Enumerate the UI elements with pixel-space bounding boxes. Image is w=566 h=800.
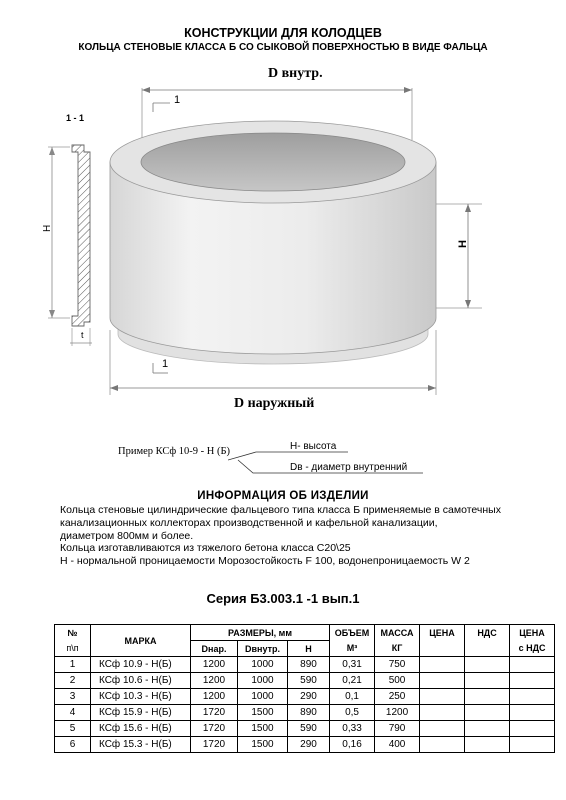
cell-price-vat: [510, 689, 555, 705]
page-title: КОНСТРУКЦИИ ДЛЯ КОЛОДЦЕВ: [184, 26, 382, 40]
section-h-label: H: [42, 224, 53, 232]
header-mass: МАССА: [375, 625, 420, 641]
header-d-outer: Dнар.: [191, 641, 238, 657]
cell-d-outer: 1720: [191, 737, 238, 753]
section-t-label: t: [81, 330, 84, 340]
cell-price: [420, 657, 465, 673]
cell-mass: 400: [375, 737, 420, 753]
info-line: диаметром 800мм и более.: [60, 529, 194, 542]
cell-price-vat: [510, 737, 555, 753]
cell-d-inner: 1500: [238, 721, 288, 737]
cell-price-vat: [510, 657, 555, 673]
header-sizes: РАЗМЕРЫ, мм: [191, 625, 330, 641]
cell-no: 1: [55, 657, 91, 673]
header-no-sub: п\п: [55, 641, 91, 657]
d-outer-label: D наружный: [234, 396, 315, 411]
cell-vat: [465, 721, 510, 737]
cell-brand: КСф 10.9 - Н(Б): [91, 657, 191, 673]
cell-volume: 0,21: [330, 673, 375, 689]
header-mass-unit: КГ: [375, 641, 420, 657]
header-price: ЦЕНА: [420, 625, 465, 641]
cell-volume: 0,16: [330, 737, 375, 753]
header-no: №: [55, 625, 91, 641]
cell-no: 4: [55, 705, 91, 721]
cell-d-outer: 1200: [191, 657, 238, 673]
section-1-1: [42, 113, 92, 346]
cell-mass: 500: [375, 673, 420, 689]
cell-volume: 0,5: [330, 705, 375, 721]
header-volume: ОБЪЕМ: [330, 625, 375, 641]
info-line: Кольца стеновые цилиндрические фальцевого типа класса Б применяемые в самотечных: [60, 504, 501, 516]
cell-mass: 250: [375, 689, 420, 705]
cell-d-outer: 1200: [191, 689, 238, 705]
section-cut-mark-bottom: [153, 358, 168, 373]
cell-h: 590: [288, 673, 330, 689]
svg-text:1: 1: [162, 358, 169, 370]
info-line: Кольца изготавливаются из тяжелого бетона класса С20\25: [60, 542, 351, 555]
cell-price-vat: [510, 705, 555, 721]
table-row: [55, 721, 555, 737]
cell-no: 3: [55, 689, 91, 705]
cell-h: 290: [288, 737, 330, 753]
header-vat: НДС: [465, 625, 510, 641]
cell-d-inner: 1000: [238, 673, 288, 689]
example-marking: Пример КСф 10-9 - Н (Б): [118, 446, 231, 457]
cell-vat: [465, 705, 510, 721]
cell-brand: КСф 15.9 - Н(Б): [91, 705, 191, 721]
cell-brand: КСф 10.6 - Н(Б): [91, 673, 191, 689]
cell-price: [420, 705, 465, 721]
cell-vat: [465, 689, 510, 705]
table-row: [55, 673, 555, 689]
header-price-vat-sub: с НДС: [510, 641, 555, 657]
cell-price: [420, 689, 465, 705]
cell-no: 5: [55, 721, 91, 737]
cell-volume: 0,33: [330, 721, 375, 737]
cell-brand: КСф 10.3 - Н(Б): [91, 689, 191, 705]
cell-h: 290: [288, 689, 330, 705]
table-row: [55, 705, 555, 721]
ring-drawing: [0, 55, 566, 480]
cell-price-vat: [510, 721, 555, 737]
cell-price: [420, 673, 465, 689]
cell-mass: 790: [375, 721, 420, 737]
cell-no: 6: [55, 737, 91, 753]
h-dimension: [436, 204, 482, 308]
cell-vat: [465, 657, 510, 673]
cell-price-vat: [510, 673, 555, 689]
header-volume-unit: М³: [330, 641, 375, 657]
cell-d-inner: 1500: [238, 737, 288, 753]
cell-vat: [465, 737, 510, 753]
cell-d-inner: 1000: [238, 657, 288, 673]
h-label: H: [457, 240, 469, 248]
cell-volume: 0,31: [330, 657, 375, 673]
cell-mass: 750: [375, 657, 420, 673]
cell-d-inner: 1000: [238, 689, 288, 705]
ring-body: [110, 121, 436, 364]
cell-d-outer: 1720: [191, 721, 238, 737]
table-row: [55, 689, 555, 705]
section-cut-mark-top: [153, 94, 180, 112]
cell-volume: 0,1: [330, 689, 375, 705]
cell-price: [420, 721, 465, 737]
header-brand: МАРКА: [91, 625, 191, 657]
series-title: Серия Б3.003.1 -1 вып.1: [206, 591, 360, 606]
page-subtitle: КОЛЬЦА СТЕНОВЫЕ КЛАССА Б СО СЫКОВОЙ ПОВЕРХНОСТЬЮ В ВИДЕ ФАЛЬЦА: [78, 42, 488, 53]
header-h: H: [288, 641, 330, 657]
info-line: канализационных коллекторах производственной и кафельной канализации,: [60, 516, 438, 529]
cell-brand: КСф 15.6 - Н(Б): [91, 721, 191, 737]
header-d-inner: Dвнутр.: [238, 641, 288, 657]
header-price-vat: ЦЕНА: [510, 625, 555, 641]
info-body: [60, 504, 540, 568]
cell-no: 2: [55, 673, 91, 689]
cell-h: 590: [288, 721, 330, 737]
cell-mass: 1200: [375, 705, 420, 721]
svg-text:1: 1: [174, 94, 181, 106]
product-table: [54, 624, 555, 753]
cell-h: 890: [288, 705, 330, 721]
info-title: ИНФОРМАЦИЯ ОБ ИЗДЕЛИИ: [197, 490, 369, 502]
table-row: [55, 657, 555, 673]
cell-brand: КСф 15.3 - Н(Б): [91, 737, 191, 753]
cell-price: [420, 737, 465, 753]
table-row: [55, 737, 555, 753]
example-h-note: Н- высота: [290, 441, 337, 452]
cell-vat: [465, 673, 510, 689]
info-line: Н - нормальной проницаемости Морозостойкость F 100, водонепроницаемость W 2: [60, 555, 470, 568]
cell-d-outer: 1200: [191, 673, 238, 689]
d-inner-label: D внутр.: [268, 66, 323, 81]
section-label: 1 - 1: [66, 113, 85, 123]
cell-d-inner: 1500: [238, 705, 288, 721]
cell-h: 890: [288, 657, 330, 673]
example-db-note: Dв - диаметр внутренний: [290, 462, 408, 473]
cell-d-outer: 1720: [191, 705, 238, 721]
